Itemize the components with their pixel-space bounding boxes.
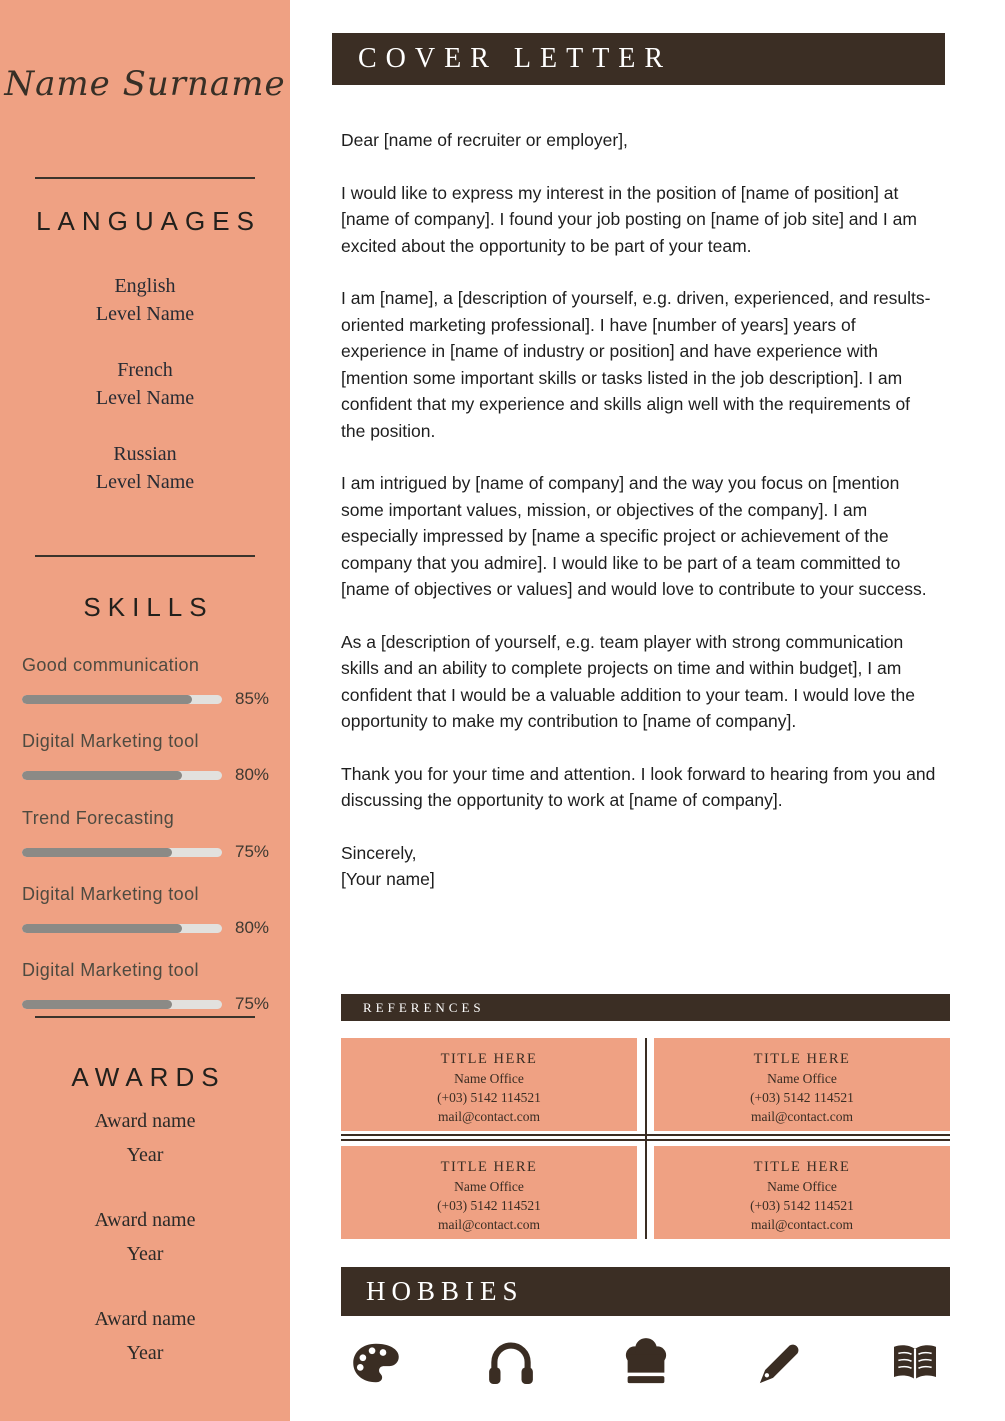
skill-progress-fill	[22, 771, 182, 780]
reference-phone: (+03) 5142 114521	[750, 1198, 854, 1213]
book-icon	[886, 1334, 944, 1392]
award-year: Year	[126, 1144, 164, 1166]
skill-percent: 75%	[235, 994, 270, 1013]
headphones-icon	[482, 1334, 540, 1392]
person-name: Name Surname	[4, 64, 286, 104]
language-item	[0, 440, 290, 496]
pen-icon	[751, 1334, 809, 1392]
skill-progress-fill	[22, 848, 172, 857]
divider	[35, 555, 255, 557]
skills-section-title: SKILLS	[83, 592, 214, 622]
skill-label: Good communication	[22, 655, 200, 675]
reference-office: Name Office	[454, 1179, 524, 1194]
skill-percent: 80%	[235, 918, 270, 937]
language-name: French	[117, 359, 173, 381]
skill-label: Digital Marketing tool	[22, 960, 199, 980]
language-item	[0, 356, 290, 412]
reference-title: TITLE HERE	[753, 1051, 851, 1067]
language-level: Level Name	[95, 387, 195, 409]
award-item	[0, 1104, 290, 1172]
references-horizontal-divider	[341, 1134, 950, 1136]
award-name: Award name	[94, 1308, 196, 1330]
skill-progress-fill	[22, 695, 192, 704]
reference-title: TITLE HERE	[440, 1159, 538, 1175]
skill-item	[22, 884, 274, 938]
skill-percent: 80%	[235, 765, 270, 784]
language-name: English	[114, 275, 176, 297]
language-level: Level Name	[95, 471, 195, 493]
letter-paragraph: Dear [name of recruiter or employer],	[341, 130, 628, 150]
reference-email: mail@contact.com	[437, 1217, 541, 1232]
closing-salutation: Sincerely,	[341, 842, 417, 863]
skill-progress-bar	[22, 771, 222, 780]
hobbies-icons-row	[341, 1334, 950, 1392]
skill-item	[22, 655, 274, 709]
hobbies-header: HOBBIES	[341, 1267, 950, 1316]
reference-office: Name Office	[767, 1071, 837, 1086]
closing-signature: [Your name]	[341, 869, 435, 889]
divider	[35, 1016, 255, 1018]
reference-email: mail@contact.com	[437, 1109, 541, 1124]
skill-item	[22, 731, 274, 785]
reference-title: TITLE HERE	[753, 1159, 851, 1175]
reference-office: Name Office	[767, 1179, 837, 1194]
reference-phone: (+03) 5142 114521	[437, 1090, 541, 1105]
skill-progress-fill	[22, 1000, 172, 1009]
skill-progress-bar	[22, 1000, 222, 1009]
chef-hat-icon	[617, 1334, 675, 1392]
reference-office: Name Office	[454, 1071, 524, 1086]
reference-phone: (+03) 5142 114521	[750, 1090, 854, 1105]
reference-title: TITLE HERE	[440, 1051, 538, 1067]
skill-progress-bar	[22, 924, 222, 933]
languages-section-title: LANGUAGES	[36, 206, 261, 236]
award-name: Award name	[94, 1209, 196, 1231]
divider	[35, 177, 255, 179]
reference-card	[341, 1146, 637, 1239]
reference-card	[654, 1146, 950, 1239]
letter-paragraph: Thank you for your time and attention. I look forward to hearing from you and discussing the opportunity to work at [name of company].	[341, 763, 936, 810]
reference-phone: (+03) 5142 114521	[437, 1198, 541, 1213]
awards-section-title: AWARDS	[71, 1062, 226, 1092]
language-item	[0, 272, 290, 328]
skill-progress-fill	[22, 924, 182, 933]
sidebar	[0, 0, 290, 1421]
skill-progress-bar	[22, 848, 222, 857]
skill-label: Trend Forecasting	[22, 808, 175, 828]
letter-closing	[341, 840, 937, 893]
letter-paragraph: I am intrigued by [name of company] and the way you focus on [mention some important values, mission, or objectives of the company]. I am especially impressed by [name a specific project or achievement of the company that you admire]. I would like to be part of a team committed to [name of objectives or values] and would love to contribute to your success.	[341, 473, 927, 599]
cover-letter-header: COVER LETTER	[332, 33, 945, 85]
skill-percent: 85%	[235, 689, 270, 708]
skill-item	[22, 808, 274, 862]
skill-progress-bar	[22, 695, 222, 704]
language-name: Russian	[113, 443, 177, 465]
references-header: REFERENCES	[341, 994, 950, 1021]
reference-card	[341, 1038, 637, 1131]
skill-percent: 75%	[235, 842, 270, 861]
award-item	[0, 1203, 290, 1271]
letter-paragraph: I am [name], a [description of yourself, e.g. driven, experienced, and results-oriented marketing professional]. I have [number of years] years of experience in [name of industry or position] and have experience with [mention some important skills or tasks listed in the job description]. I am confident that my experience and skills align well with the requirements of the position.	[341, 288, 931, 441]
references-horizontal-divider	[341, 1139, 950, 1141]
reference-email: mail@contact.com	[750, 1217, 854, 1232]
letter-paragraph: I would like to express my interest in the position of [name of position] at [name of company]. I found your job posting on [name of job site] and I am excited about the opportunity to be part of your team.	[341, 182, 917, 256]
reference-email: mail@contact.com	[750, 1109, 854, 1124]
language-level: Level Name	[95, 303, 195, 325]
letter-paragraph: As a [description of yourself, e.g. team player with strong communication skills and an ability to complete projects on time and within budget], I am confident that I would be a valuable addition to your team. I would love the opportunity to make my contribution to [name of company].	[341, 631, 915, 731]
award-year: Year	[126, 1243, 164, 1265]
award-item	[0, 1302, 290, 1370]
award-year: Year	[126, 1342, 164, 1364]
main-content	[290, 0, 1005, 1421]
skill-label: Digital Marketing tool	[22, 884, 199, 904]
award-name: Award name	[94, 1110, 196, 1132]
skill-label: Digital Marketing tool	[22, 731, 199, 751]
palette-icon	[347, 1334, 405, 1392]
cover-letter-body	[341, 127, 937, 893]
reference-card	[654, 1038, 950, 1131]
skill-item	[22, 960, 274, 1014]
